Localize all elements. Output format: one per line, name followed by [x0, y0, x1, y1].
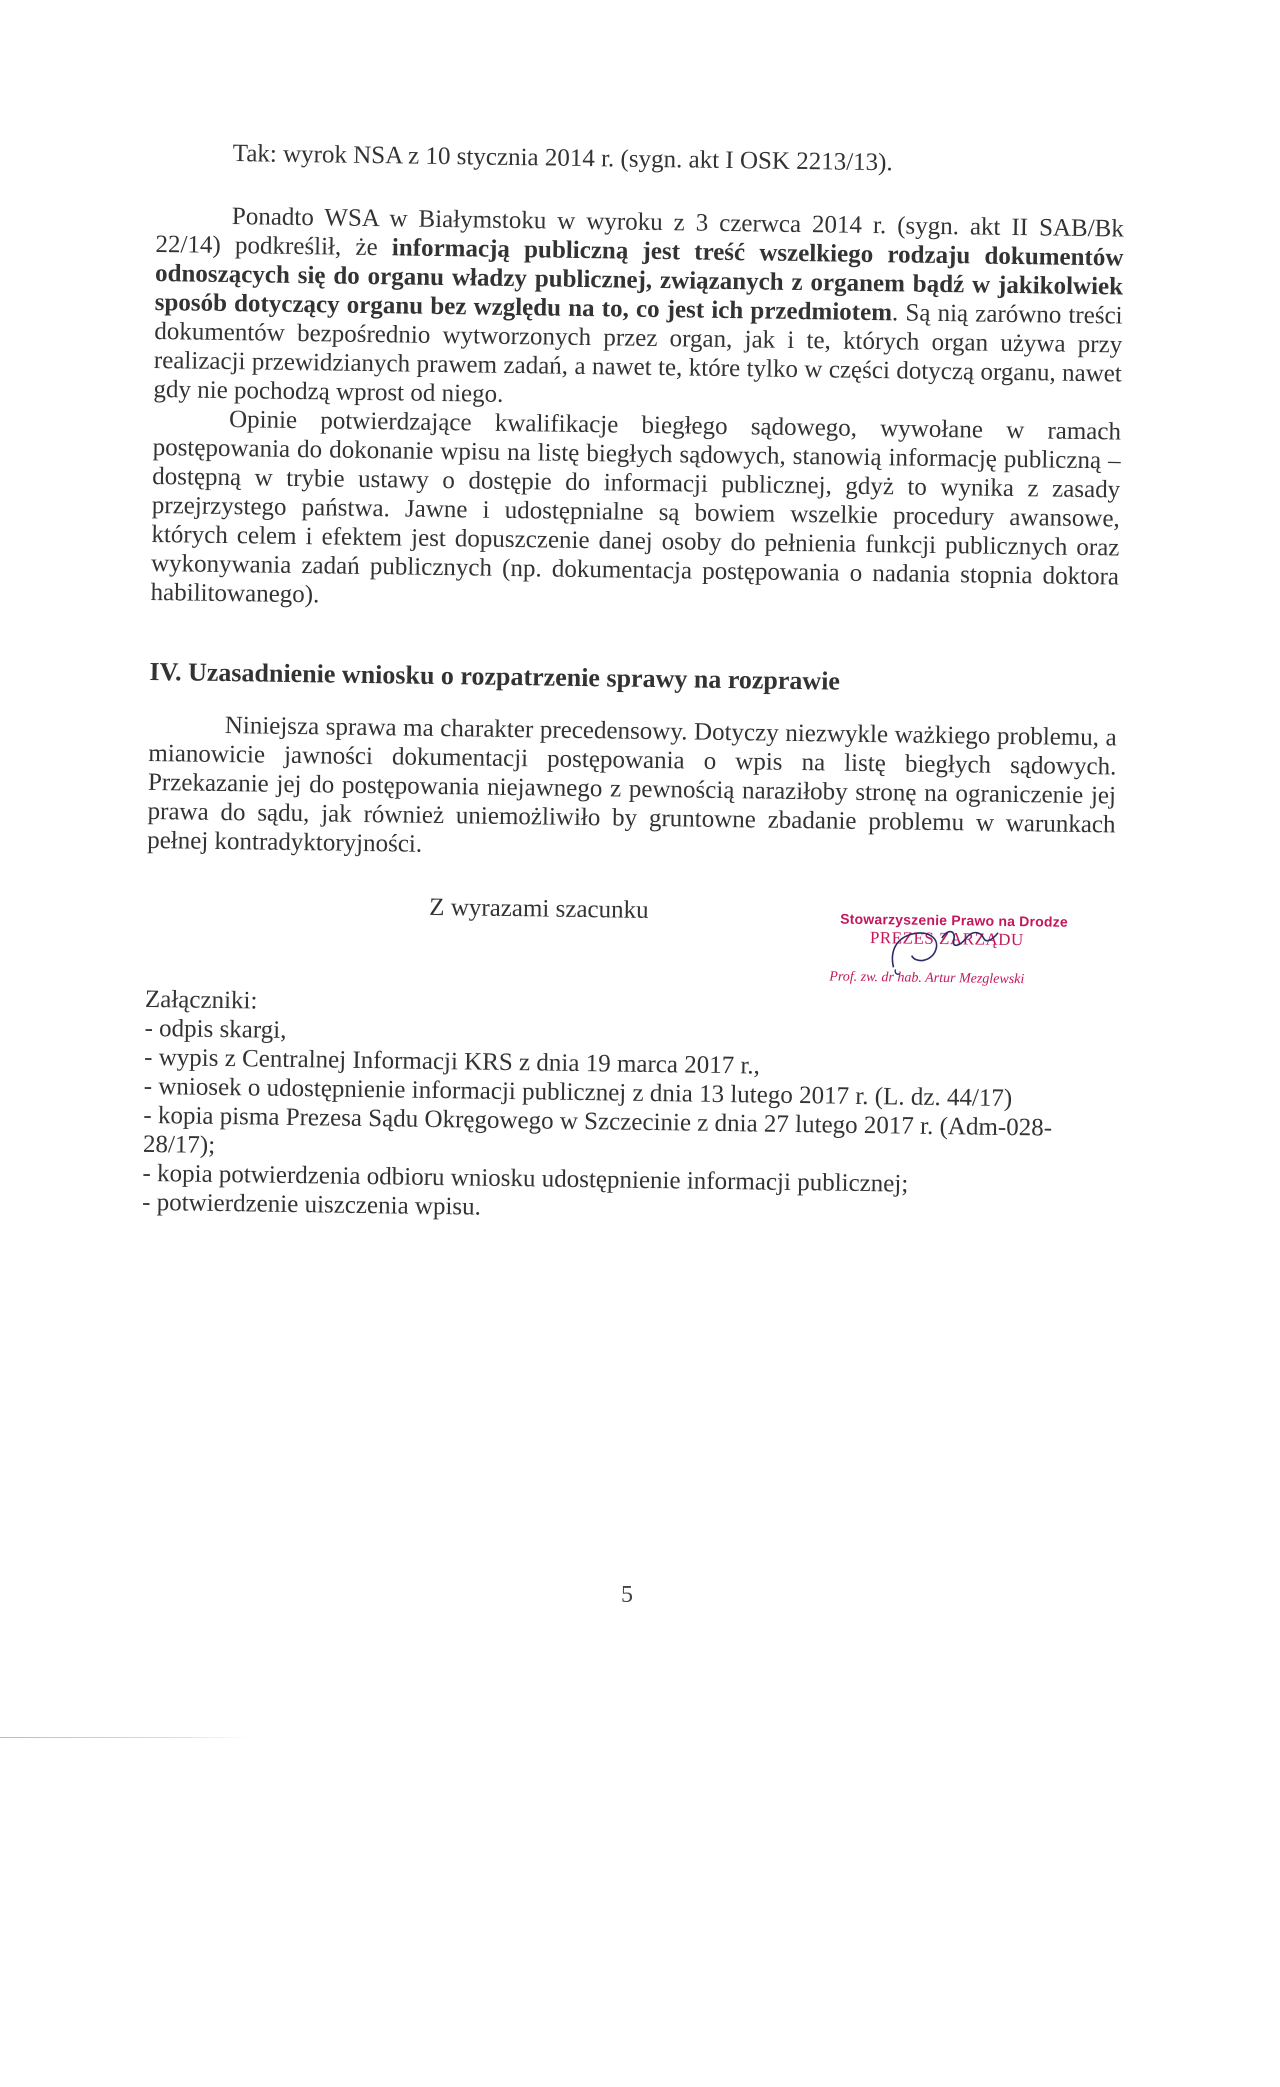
signature-stamp	[825, 896, 1086, 990]
attachments-label: Załączniki:	[144, 985, 258, 1015]
closing-salutation: Z wyrazami szacunku	[429, 893, 649, 924]
closing-block	[145, 889, 1114, 999]
attachment-item: - odpis skargi,	[144, 1014, 287, 1044]
paragraph-expert-opinions: Opinie potwierdzające kwalifikacje biegłego sądowego, wywołane w ramach postępowania do dokonanie wpisu na listę biegłych sądowych, stanowią informację publiczną – dostępną w trybie ustawy o dostępie do informacji publicznej, gdyż to wynika z zasady przejrzystego państwa. Jawne i udostępnialne są bowiem wszelkie procedury awansowe, których celem i efektem jest dopuszczenie danej osoby do pełnienia funkcji publicznych oraz wykonywania zadań publicznych (np. dokumentacja postępowania o nadania stopnia doktora habilitowanego).	[150, 406, 1122, 609]
attachment-item: - kopia potwierdzenia odbioru wniosku udostępnienie informacji publicznej;	[142, 1159, 909, 1198]
section-heading-iv	[149, 657, 1117, 700]
stamp-role: PREZES ZARZĄDU	[869, 928, 1024, 950]
stamp-organization: Stowarzyszenie Prawo na Drodze	[840, 910, 1068, 930]
attachment-item: - kopia pisma Prezesa Sądu Okręgowego w Szczecinie z dnia 27 lutego 2017 r. (Adm-028-28/17);	[142, 1101, 1053, 1159]
court-reference-line: Tak: wyrok NSA z 10 stycznia 2014 r. (sygn. akt I OSK 2213/13).	[232, 140, 893, 177]
stamp-name: Prof. zw. dr hab. Artur Mezglewski	[829, 969, 1025, 988]
attachment-item: - potwierdzenie uiszczenia wpisu.	[141, 1188, 482, 1221]
attachment-item: - wypis z Centralnej Informacji KRS z dnia 19 marca 2017 r.,	[143, 1043, 761, 1080]
section-number: IV.	[149, 656, 182, 687]
paragraph-precedent: Niniejsza sprawa ma charakter precedensowy. Dotyczy niezwykle ważkiego problemu, a mianowicie jawności dokumentacji postępowania o wpis na listę biegłych sądowych. Przekazanie jej do postępowania niejawnego z pewnością naraziłoby stronę na ograniczenie jej prawa do sądu, jak również uniemożliwiło by gruntowne zbadanie problemu w warunkach pełnej kontradyktoryjności.	[147, 712, 1117, 858]
attachments-list	[142, 1014, 1113, 1230]
page-number: 5	[621, 1582, 633, 1608]
document-body	[142, 138, 1125, 1230]
attachment-item: - wniosek o udostępnienie informacji publicznej z dnia 13 lutego 2017 r. (L. dz. 44/17)	[143, 1072, 1013, 1113]
section-title: Uzasadnienie wniosku o rozpatrzenie sprawy na rozprawie	[187, 657, 841, 696]
paragraph-wsa-bialystok	[153, 201, 1124, 417]
scan-edge-line	[0, 1737, 250, 1738]
paragraph-rest: . Są nią zarówno treści dokumentów bezpośrednio wytworzonych przez organ, jak i te, których organ używa przy realizacji przewidzianych prawem zadań, a nawet te, które tylko w części dotyczą organu, nawet gdy nie pochodzą wprost od niego.	[153, 299, 1123, 408]
paragraph-bold-thesis: informacją publiczną jest treść wszelkiego rodzaju dokumentów odnoszących się do organu władzy publicznej, związanych z organem bądź w jakikolwiek sposób dotyczący organu bez względu na to, co jest ich przedmiotem	[154, 234, 1124, 327]
paragraph-intro: Ponadto WSA w Białymstoku w wyroku z 3 czerwca 2014 r. (sygn. akt II SAB/Bk 22/14) podkreślił, że	[155, 203, 1125, 262]
